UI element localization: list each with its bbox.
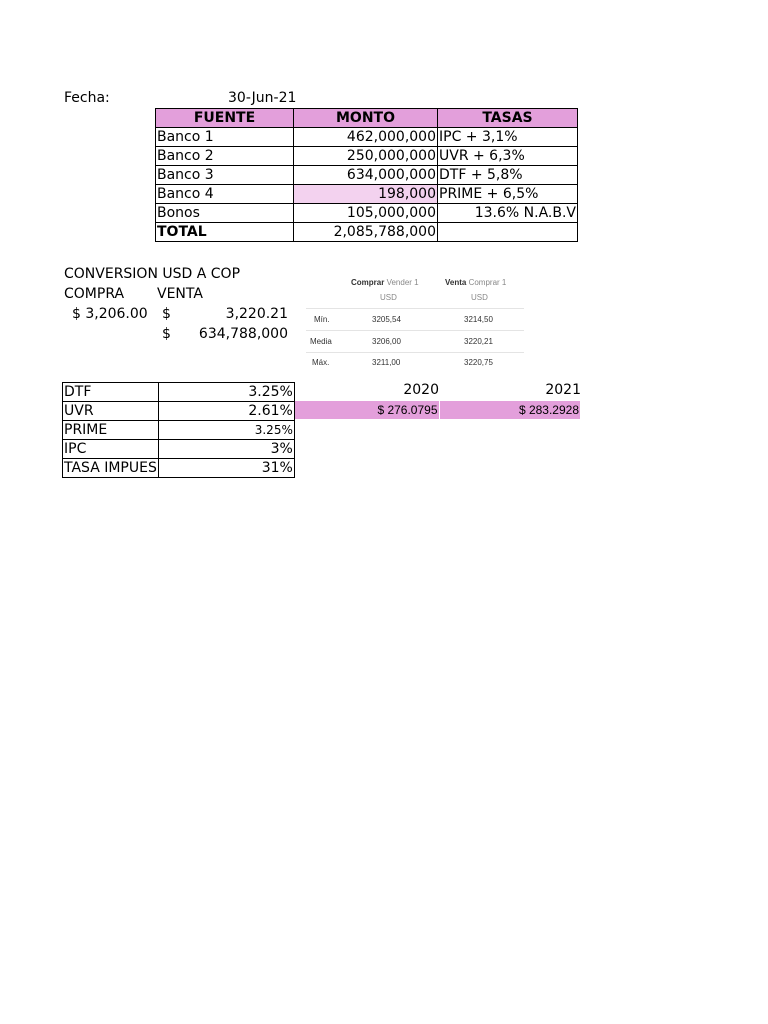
tasa-name[interactable]: IPC [63,440,159,459]
table-row [156,128,578,147]
table-row [156,185,578,204]
fuente-cell[interactable]: Banco 4 [156,185,294,204]
total-cop-value[interactable]: 634,788,000 [198,326,288,342]
table-row [156,166,578,185]
fuente-cell[interactable]: Banco 2 [156,147,294,166]
fecha-label: Fecha: [64,90,110,106]
uvr-2020-value[interactable]: $ 276.0795 [295,401,439,419]
usd-row-label: Media [310,337,332,346]
tasa-cell[interactable]: UVR + 6,3% [438,147,578,166]
table-row [63,421,295,440]
usd-row-compra: 3205,54 [372,315,401,324]
tasa-cell[interactable]: PRIME + 6,5% [438,185,578,204]
total-cop-symbol: $ [162,326,171,342]
table-row [63,383,295,402]
venta-label: VENTA [157,286,203,302]
usd-col1-header-bold: Comprar [351,278,385,287]
tasa-name[interactable]: PRIME [63,421,159,440]
fuentes-header-row [156,109,578,128]
total-label[interactable]: TOTAL [156,223,294,242]
usd-row-venta: 3220,21 [464,337,493,346]
fuente-cell[interactable]: Bonos [156,204,294,223]
usd-divider [306,330,524,331]
table-row [63,459,295,478]
tasa-value[interactable]: 3.25% [158,421,294,440]
compra-label: COMPRA [64,286,125,302]
total-monto[interactable]: 2,085,788,000 [294,223,438,242]
monto-cell[interactable]: 462,000,000 [294,128,438,147]
table-row [295,401,580,419]
tasa-value[interactable]: 3.25% [158,383,294,402]
empty-cell[interactable] [438,223,578,242]
tasa-value[interactable]: 31% [158,459,294,478]
usd-row-label: Máx. [312,358,330,367]
total-row [156,223,578,242]
monto-cell-highlighted[interactable]: 198,000 [294,185,438,204]
usd-currency-1: USD [380,293,397,302]
usd-row-compra: 3211,00 [372,358,401,367]
usd-row-venta: 3220,75 [464,358,493,367]
usd-col2-header-light: Comprar 1 [468,278,507,287]
monto-cell[interactable]: 250,000,000 [294,147,438,166]
year-2020-label[interactable]: 2020 [403,382,439,398]
year-2021-label[interactable]: 2021 [545,382,581,398]
venta-symbol: $ [162,306,171,322]
fuentes-table [155,108,578,242]
usd-currency-2: USD [471,293,488,302]
header-monto[interactable]: MONTO [294,109,438,128]
tasa-name[interactable]: TASA IMPUES [64,460,157,476]
tasas-table [62,382,295,478]
tasa-cell[interactable]: DTF + 5,8% [438,166,578,185]
fuente-cell[interactable]: Banco 3 [156,166,294,185]
table-row [63,402,295,421]
conversion-title: CONVERSION USD A COP [64,266,241,282]
uvr-year-values [295,401,580,419]
fecha-value[interactable]: 30-Jun-21 [228,90,297,106]
table-row [156,147,578,166]
header-fuente[interactable]: FUENTE [156,109,294,128]
uvr-2021-value[interactable]: $ 283.2928 [439,401,580,419]
tasa-value[interactable]: 2.61% [158,402,294,421]
usd-reference-image [306,272,526,372]
header-tasas[interactable]: TASAS [438,109,578,128]
usd-col1-header [351,278,419,287]
usd-col1-header-light: Vender 1 [386,278,419,287]
monto-cell[interactable]: 105,000,000 [294,204,438,223]
compra-value[interactable]: $ 3,206.00 [72,306,148,322]
table-row [156,204,578,223]
venta-value[interactable]: 3,220.21 [225,306,288,322]
fuente-cell[interactable]: Banco 1 [156,128,294,147]
usd-row-compra: 3206,00 [372,337,401,346]
usd-row-venta: 3214,50 [464,315,493,324]
usd-divider [306,308,524,309]
usd-col2-header-bold: Venta [445,278,467,287]
tasa-name[interactable]: DTF [63,383,159,402]
tasa-cell[interactable]: 13.6% N.A.B.V [438,204,578,223]
usd-row-label: Mín. [314,315,330,324]
tasa-cell[interactable]: IPC + 3,1% [438,128,578,147]
usd-divider [306,352,524,353]
table-row [63,440,295,459]
usd-col2-header [445,278,506,287]
tasa-name[interactable]: UVR [63,402,159,421]
monto-cell[interactable]: 634,000,000 [294,166,438,185]
tasa-value[interactable]: 3% [158,440,294,459]
